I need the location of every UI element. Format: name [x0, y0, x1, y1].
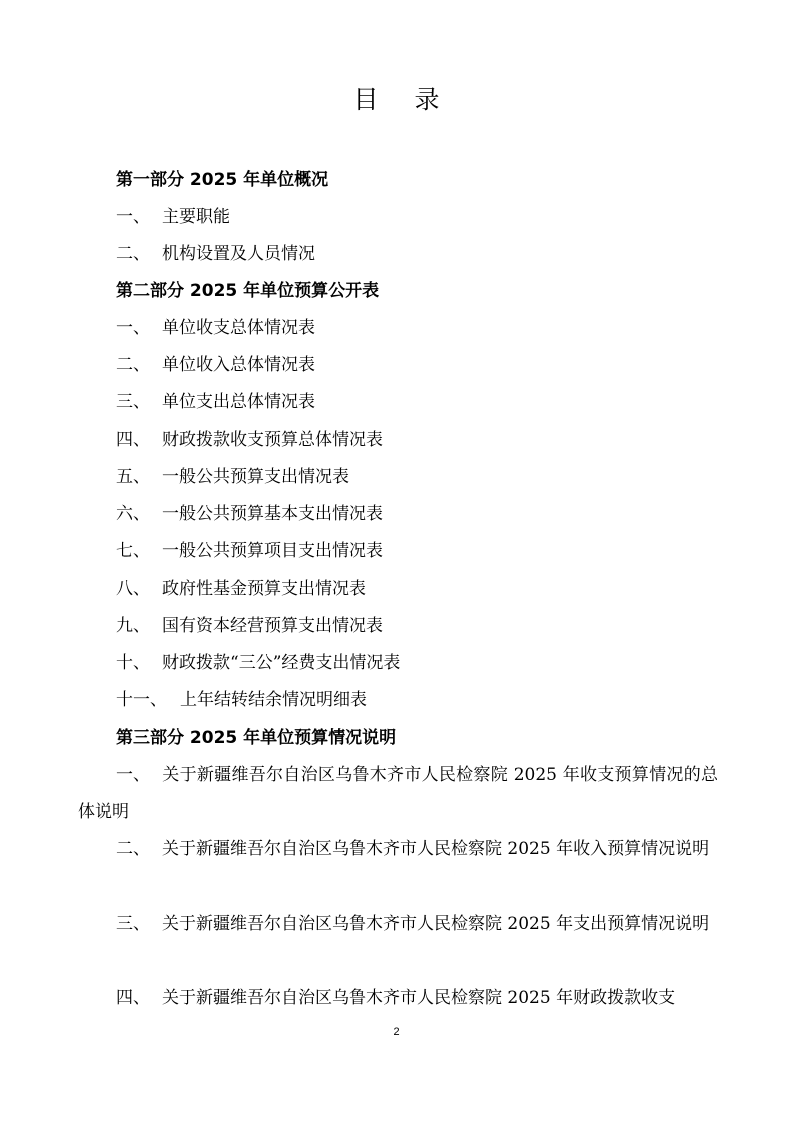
toc-item-number: 一、	[116, 318, 150, 338]
toc-item-text: 关于新疆维吾尔自治区乌鲁木齐市人民检察院 2025 年收入预算情况说明	[162, 839, 710, 859]
toc-item-text: 财政拨款“三公”经费支出情况表	[162, 653, 401, 673]
toc-item[interactable]	[116, 428, 383, 452]
toc-item-text: 一般公共预算基本支出情况表	[162, 504, 383, 524]
toc-item-text: 一般公共预算支出情况表	[162, 467, 349, 487]
toc-item-text: 政府性基金预算支出情况表	[162, 579, 366, 599]
toc-item[interactable]	[116, 688, 367, 712]
toc-part3-heading[interactable]: 第三部分 2025 年单位预算情况说明	[116, 728, 397, 748]
toc-item-text: 上年结转结余情况明细表	[180, 690, 367, 710]
toc-item-number: 十一、	[116, 690, 167, 710]
toc-item[interactable]	[116, 539, 383, 563]
toc-item[interactable]	[116, 651, 400, 675]
toc-item[interactable]	[116, 390, 315, 414]
toc-item-text: 主要职能	[162, 207, 230, 227]
toc-item-number: 四、	[116, 988, 150, 1008]
toc-item-text: 财政拨款收支预算总体情况表	[162, 430, 383, 450]
toc-item-number: 二、	[116, 244, 150, 264]
toc-item-text: 关于新疆维吾尔自治区乌鲁木齐市人民检察院 2025 年支出预算情况说明	[162, 914, 710, 934]
toc-item[interactable]	[116, 205, 230, 229]
toc-item-text: 单位收支总体情况表	[162, 318, 315, 338]
toc-part1-heading[interactable]: 第一部分 2025 年单位概况	[116, 170, 329, 190]
toc-item-number: 六、	[116, 504, 150, 524]
toc-item[interactable]	[116, 502, 383, 526]
toc-item-number: 八、	[116, 579, 150, 599]
toc-item-number: 九、	[116, 616, 150, 636]
toc-part2-heading[interactable]: 第二部分 2025 年单位预算公开表	[116, 281, 380, 301]
toc-item[interactable]	[116, 614, 383, 638]
toc-item-number: 三、	[116, 914, 150, 934]
toc-item-number: 四、	[116, 430, 150, 450]
toc-item-number: 一、	[116, 765, 150, 785]
toc-item-text: 机构设置及人员情况	[162, 244, 315, 264]
toc-item[interactable]	[116, 353, 315, 377]
toc-item-number: 一、	[116, 207, 150, 227]
toc-item-number: 二、	[116, 839, 150, 859]
page-title: 目 录	[353, 85, 454, 114]
toc-item-text: 一般公共预算项目支出情况表	[162, 541, 383, 561]
toc-item-text: 关于新疆维吾尔自治区乌鲁木齐市人民检察院 2025 年财政拨款收支	[162, 988, 676, 1008]
toc-item[interactable]	[78, 906, 718, 943]
toc-item[interactable]	[78, 757, 718, 831]
toc-item-number: 五、	[116, 467, 150, 487]
toc-item-number: 七、	[116, 541, 150, 561]
toc-item-text: 国有资本经营预算支出情况表	[162, 616, 383, 636]
toc-item[interactable]	[78, 980, 718, 1017]
toc-item[interactable]	[116, 316, 315, 340]
toc-item-number: 十、	[116, 653, 150, 673]
toc-item-number: 三、	[116, 392, 150, 412]
toc-item-number: 二、	[116, 355, 150, 375]
toc-item-text: 单位支出总体情况表	[162, 392, 315, 412]
page-number: 2	[393, 1026, 400, 1038]
toc-item[interactable]	[78, 831, 718, 868]
toc-item[interactable]	[116, 242, 315, 266]
toc-item-text: 关于新疆维吾尔自治区乌鲁木齐市人民检察院 2025 年收支预算情况的总体说明	[78, 765, 718, 822]
toc-item[interactable]	[116, 577, 366, 601]
toc-item-text: 单位收入总体情况表	[162, 355, 315, 375]
toc-item[interactable]	[116, 465, 349, 489]
